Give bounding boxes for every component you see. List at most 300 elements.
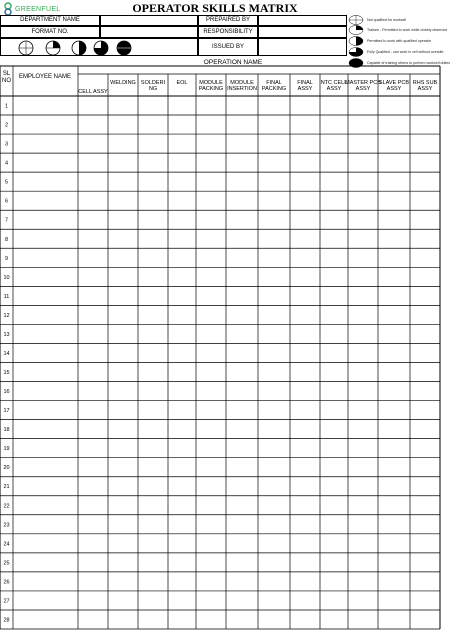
skill-level-cell[interactable] [227, 268, 258, 286]
skill-level-cell[interactable] [109, 249, 138, 267]
skill-level-cell[interactable] [411, 420, 440, 438]
skill-level-cell[interactable] [197, 591, 226, 609]
skill-level-cell[interactable] [349, 591, 378, 609]
employee-name-cell[interactable] [14, 382, 78, 400]
skill-level-cell[interactable] [379, 344, 410, 362]
skill-level-cell[interactable] [321, 97, 348, 115]
skill-level-cell[interactable] [79, 268, 108, 286]
skill-level-cell[interactable] [227, 192, 258, 210]
employee-name-cell[interactable] [14, 344, 78, 362]
skill-level-cell[interactable] [79, 363, 108, 381]
skill-level-cell[interactable] [379, 363, 410, 381]
skill-level-cell[interactable] [197, 572, 226, 590]
skill-level-cell[interactable] [139, 401, 168, 419]
skill-level-cell[interactable] [109, 515, 138, 533]
skill-level-cell[interactable] [109, 496, 138, 514]
skill-level-cell[interactable] [379, 439, 410, 457]
skill-level-cell[interactable] [259, 439, 290, 457]
skill-level-cell[interactable] [411, 211, 440, 229]
skill-level-cell[interactable] [227, 496, 258, 514]
skill-level-cell[interactable] [259, 591, 290, 609]
skill-level-cell[interactable] [109, 192, 138, 210]
skill-level-cell[interactable] [109, 477, 138, 495]
skill-level-cell[interactable] [411, 401, 440, 419]
employee-name-cell[interactable] [14, 401, 78, 419]
skill-level-cell[interactable] [379, 553, 410, 571]
skill-level-cell[interactable] [197, 192, 226, 210]
skill-level-cell[interactable] [321, 591, 348, 609]
skill-level-cell[interactable] [227, 439, 258, 457]
skill-level-cell[interactable] [197, 420, 226, 438]
skill-level-cell[interactable] [227, 401, 258, 419]
skill-level-cell[interactable] [379, 534, 410, 552]
skill-level-cell[interactable] [227, 154, 258, 172]
skill-level-cell[interactable] [291, 325, 320, 343]
skill-level-cell[interactable] [109, 268, 138, 286]
skill-level-cell[interactable] [169, 287, 196, 305]
skill-level-cell[interactable] [259, 306, 290, 324]
skill-level-cell[interactable] [259, 192, 290, 210]
skill-level-cell[interactable] [411, 382, 440, 400]
skill-level-cell[interactable] [79, 249, 108, 267]
skill-level-cell[interactable] [379, 249, 410, 267]
skill-level-cell[interactable] [169, 135, 196, 153]
skill-level-cell[interactable] [411, 97, 440, 115]
skill-level-cell[interactable] [197, 211, 226, 229]
skill-level-cell[interactable] [411, 192, 440, 210]
skill-level-cell[interactable] [379, 515, 410, 533]
skill-level-cell[interactable] [197, 382, 226, 400]
employee-name-cell[interactable] [14, 439, 78, 457]
skill-level-cell[interactable] [411, 344, 440, 362]
skill-level-cell[interactable] [349, 135, 378, 153]
skill-level-cell[interactable] [259, 553, 290, 571]
skill-level-cell[interactable] [259, 420, 290, 438]
skill-level-cell[interactable] [321, 230, 348, 248]
skill-level-cell[interactable] [411, 116, 440, 134]
skill-level-cell[interactable] [197, 173, 226, 191]
skill-level-cell[interactable] [169, 610, 196, 628]
skill-level-cell[interactable] [379, 230, 410, 248]
skill-level-cell[interactable] [349, 610, 378, 628]
skill-level-cell[interactable] [291, 553, 320, 571]
skill-level-cell[interactable] [139, 154, 168, 172]
skill-level-cell[interactable] [227, 458, 258, 476]
department-field[interactable] [100, 15, 198, 26]
skill-level-cell[interactable] [349, 249, 378, 267]
employee-name-cell[interactable] [14, 154, 78, 172]
skill-level-cell[interactable] [291, 610, 320, 628]
skill-level-cell[interactable] [291, 344, 320, 362]
skill-level-cell[interactable] [259, 401, 290, 419]
skill-level-cell[interactable] [349, 325, 378, 343]
skill-level-cell[interactable] [109, 344, 138, 362]
skill-level-cell[interactable] [291, 230, 320, 248]
employee-name-cell[interactable] [14, 610, 78, 628]
skill-level-cell[interactable] [197, 230, 226, 248]
skill-level-cell[interactable] [379, 173, 410, 191]
prepared-by-field[interactable] [258, 15, 347, 26]
skill-level-cell[interactable] [109, 610, 138, 628]
employee-name-cell[interactable] [14, 477, 78, 495]
skill-level-cell[interactable] [139, 420, 168, 438]
skill-level-cell[interactable] [321, 477, 348, 495]
skill-level-cell[interactable] [321, 344, 348, 362]
skill-level-cell[interactable] [291, 534, 320, 552]
employee-name-cell[interactable] [14, 591, 78, 609]
skill-level-cell[interactable] [349, 344, 378, 362]
skill-level-cell[interactable] [139, 230, 168, 248]
skill-level-cell[interactable] [321, 154, 348, 172]
employee-name-cell[interactable] [14, 97, 78, 115]
skill-level-cell[interactable] [349, 401, 378, 419]
skill-level-cell[interactable] [321, 116, 348, 134]
skill-level-cell[interactable] [321, 287, 348, 305]
skill-level-cell[interactable] [197, 116, 226, 134]
skill-level-cell[interactable] [291, 173, 320, 191]
skill-level-cell[interactable] [291, 572, 320, 590]
skill-level-cell[interactable] [379, 477, 410, 495]
skill-level-cell[interactable] [109, 325, 138, 343]
skill-level-cell[interactable] [79, 154, 108, 172]
skill-level-cell[interactable] [291, 116, 320, 134]
skill-level-cell[interactable] [139, 515, 168, 533]
skill-level-cell[interactable] [379, 268, 410, 286]
employee-name-cell[interactable] [14, 192, 78, 210]
skill-level-cell[interactable] [379, 97, 410, 115]
skill-level-cell[interactable] [169, 572, 196, 590]
skill-level-cell[interactable] [321, 268, 348, 286]
skill-level-cell[interactable] [227, 135, 258, 153]
skill-level-cell[interactable] [259, 610, 290, 628]
skill-level-cell[interactable] [379, 610, 410, 628]
skill-level-cell[interactable] [79, 572, 108, 590]
skill-level-cell[interactable] [321, 363, 348, 381]
skill-level-cell[interactable] [411, 591, 440, 609]
skill-level-cell[interactable] [349, 382, 378, 400]
skill-level-cell[interactable] [379, 211, 410, 229]
skill-level-cell[interactable] [379, 135, 410, 153]
skill-level-cell[interactable] [197, 610, 226, 628]
skill-level-cell[interactable] [411, 515, 440, 533]
skill-level-cell[interactable] [139, 211, 168, 229]
skill-level-cell[interactable] [79, 515, 108, 533]
skill-level-cell[interactable] [379, 401, 410, 419]
skill-level-cell[interactable] [411, 173, 440, 191]
skill-level-cell[interactable] [109, 553, 138, 571]
skill-level-cell[interactable] [259, 325, 290, 343]
skill-level-cell[interactable] [227, 534, 258, 552]
skill-level-cell[interactable] [411, 287, 440, 305]
skill-level-cell[interactable] [197, 97, 226, 115]
skill-level-cell[interactable] [321, 135, 348, 153]
skill-level-cell[interactable] [197, 287, 226, 305]
skill-level-cell[interactable] [79, 135, 108, 153]
skill-level-cell[interactable] [379, 306, 410, 324]
skill-level-cell[interactable] [411, 363, 440, 381]
employee-name-cell[interactable] [14, 534, 78, 552]
employee-name-cell[interactable] [14, 572, 78, 590]
skill-level-cell[interactable] [379, 325, 410, 343]
employee-name-cell[interactable] [14, 306, 78, 324]
skill-level-cell[interactable] [411, 249, 440, 267]
skill-level-cell[interactable] [139, 553, 168, 571]
skill-level-cell[interactable] [139, 382, 168, 400]
skill-level-cell[interactable] [349, 534, 378, 552]
employee-name-cell[interactable] [14, 249, 78, 267]
skill-level-cell[interactable] [411, 439, 440, 457]
skill-level-cell[interactable] [259, 268, 290, 286]
skill-level-cell[interactable] [109, 382, 138, 400]
responsibility-field[interactable] [258, 26, 347, 38]
skill-level-cell[interactable] [321, 306, 348, 324]
issued-by-field[interactable] [258, 38, 347, 56]
skill-level-cell[interactable] [411, 553, 440, 571]
skill-level-cell[interactable] [291, 382, 320, 400]
skill-level-cell[interactable] [259, 97, 290, 115]
skill-level-cell[interactable] [349, 268, 378, 286]
skill-level-cell[interactable] [109, 306, 138, 324]
skill-level-cell[interactable] [291, 97, 320, 115]
skill-level-cell[interactable] [79, 173, 108, 191]
skill-level-cell[interactable] [291, 306, 320, 324]
skill-level-cell[interactable] [197, 553, 226, 571]
skill-level-cell[interactable] [79, 116, 108, 134]
skill-level-cell[interactable] [291, 287, 320, 305]
skill-level-cell[interactable] [139, 477, 168, 495]
skill-level-cell[interactable] [227, 515, 258, 533]
employee-name-cell[interactable] [14, 553, 78, 571]
skill-level-cell[interactable] [349, 572, 378, 590]
skill-level-cell[interactable] [79, 211, 108, 229]
skill-level-cell[interactable] [411, 325, 440, 343]
skill-level-cell[interactable] [169, 534, 196, 552]
skill-level-cell[interactable] [349, 553, 378, 571]
skill-level-cell[interactable] [321, 325, 348, 343]
skill-level-cell[interactable] [227, 610, 258, 628]
skill-level-cell[interactable] [169, 116, 196, 134]
skill-level-cell[interactable] [259, 458, 290, 476]
skill-level-cell[interactable] [379, 154, 410, 172]
skill-level-cell[interactable] [109, 420, 138, 438]
employee-name-cell[interactable] [14, 363, 78, 381]
skill-level-cell[interactable] [259, 363, 290, 381]
skill-level-cell[interactable] [109, 458, 138, 476]
skill-level-cell[interactable] [79, 477, 108, 495]
employee-name-cell[interactable] [14, 116, 78, 134]
skill-level-cell[interactable] [169, 344, 196, 362]
skill-level-cell[interactable] [227, 97, 258, 115]
skill-level-cell[interactable] [197, 401, 226, 419]
skill-level-cell[interactable] [291, 268, 320, 286]
skill-level-cell[interactable] [109, 154, 138, 172]
skill-level-cell[interactable] [197, 268, 226, 286]
skill-level-cell[interactable] [79, 553, 108, 571]
skill-level-cell[interactable] [379, 496, 410, 514]
skill-level-cell[interactable] [227, 363, 258, 381]
skill-level-cell[interactable] [169, 363, 196, 381]
skill-level-cell[interactable] [259, 287, 290, 305]
skill-level-cell[interactable] [379, 420, 410, 438]
skill-level-cell[interactable] [349, 287, 378, 305]
skill-level-cell[interactable] [139, 610, 168, 628]
skill-level-cell[interactable] [291, 420, 320, 438]
skill-level-cell[interactable] [349, 173, 378, 191]
skill-level-cell[interactable] [349, 306, 378, 324]
skill-level-cell[interactable] [79, 230, 108, 248]
skill-level-cell[interactable] [227, 344, 258, 362]
skill-level-cell[interactable] [259, 249, 290, 267]
skill-level-cell[interactable] [109, 572, 138, 590]
skill-level-cell[interactable] [197, 306, 226, 324]
skill-level-cell[interactable] [169, 458, 196, 476]
skill-level-cell[interactable] [139, 591, 168, 609]
skill-level-cell[interactable] [321, 515, 348, 533]
skill-level-cell[interactable] [411, 477, 440, 495]
skill-level-cell[interactable] [79, 192, 108, 210]
skill-level-cell[interactable] [411, 458, 440, 476]
skill-level-cell[interactable] [227, 553, 258, 571]
skill-level-cell[interactable] [197, 344, 226, 362]
skill-level-cell[interactable] [197, 439, 226, 457]
skill-level-cell[interactable] [79, 97, 108, 115]
employee-name-cell[interactable] [14, 135, 78, 153]
skill-level-cell[interactable] [169, 553, 196, 571]
employee-name-cell[interactable] [14, 287, 78, 305]
skill-level-cell[interactable] [109, 135, 138, 153]
skill-level-cell[interactable] [349, 420, 378, 438]
skill-level-cell[interactable] [411, 572, 440, 590]
skill-level-cell[interactable] [79, 344, 108, 362]
skill-level-cell[interactable] [169, 249, 196, 267]
skill-level-cell[interactable] [169, 192, 196, 210]
skill-level-cell[interactable] [79, 591, 108, 609]
skill-level-cell[interactable] [291, 496, 320, 514]
skill-level-cell[interactable] [411, 268, 440, 286]
skill-level-cell[interactable] [259, 230, 290, 248]
skill-level-cell[interactable] [259, 477, 290, 495]
skill-level-cell[interactable] [109, 211, 138, 229]
skill-level-cell[interactable] [109, 97, 138, 115]
skill-level-cell[interactable] [379, 116, 410, 134]
skill-level-cell[interactable] [139, 439, 168, 457]
skill-level-cell[interactable] [79, 382, 108, 400]
skill-level-cell[interactable] [291, 135, 320, 153]
skill-level-cell[interactable] [349, 211, 378, 229]
skill-level-cell[interactable] [197, 515, 226, 533]
skill-level-cell[interactable] [321, 249, 348, 267]
skill-level-cell[interactable] [139, 135, 168, 153]
skill-level-cell[interactable] [197, 154, 226, 172]
skill-level-cell[interactable] [411, 496, 440, 514]
skill-level-cell[interactable] [321, 401, 348, 419]
skill-level-cell[interactable] [227, 211, 258, 229]
skill-level-cell[interactable] [139, 97, 168, 115]
skill-level-cell[interactable] [321, 534, 348, 552]
skill-level-cell[interactable] [109, 116, 138, 134]
skill-level-cell[interactable] [227, 420, 258, 438]
skill-level-cell[interactable] [291, 401, 320, 419]
skill-level-cell[interactable] [321, 610, 348, 628]
skill-level-cell[interactable] [197, 135, 226, 153]
skill-level-cell[interactable] [291, 192, 320, 210]
skill-level-cell[interactable] [349, 458, 378, 476]
skill-level-cell[interactable] [291, 363, 320, 381]
skill-level-cell[interactable] [227, 477, 258, 495]
skill-level-cell[interactable] [411, 154, 440, 172]
skill-level-cell[interactable] [227, 572, 258, 590]
skill-level-cell[interactable] [291, 458, 320, 476]
skill-level-cell[interactable] [291, 249, 320, 267]
skill-level-cell[interactable] [139, 268, 168, 286]
skill-level-cell[interactable] [411, 534, 440, 552]
skill-level-cell[interactable] [169, 230, 196, 248]
employee-name-cell[interactable] [14, 496, 78, 514]
skill-level-cell[interactable] [259, 154, 290, 172]
skill-level-cell[interactable] [169, 173, 196, 191]
skill-level-cell[interactable] [259, 515, 290, 533]
skill-level-cell[interactable] [349, 477, 378, 495]
skill-level-cell[interactable] [321, 439, 348, 457]
skill-level-cell[interactable] [109, 230, 138, 248]
skill-level-cell[interactable] [349, 363, 378, 381]
skill-level-cell[interactable] [411, 135, 440, 153]
skill-level-cell[interactable] [139, 249, 168, 267]
skill-level-cell[interactable] [227, 382, 258, 400]
skill-level-cell[interactable] [139, 572, 168, 590]
skill-level-cell[interactable] [139, 325, 168, 343]
skill-level-cell[interactable] [169, 591, 196, 609]
skill-level-cell[interactable] [291, 154, 320, 172]
employee-name-cell[interactable] [14, 211, 78, 229]
skill-level-cell[interactable] [169, 515, 196, 533]
skill-level-cell[interactable] [379, 458, 410, 476]
skill-level-cell[interactable] [197, 477, 226, 495]
skill-level-cell[interactable] [259, 135, 290, 153]
skill-level-cell[interactable] [109, 287, 138, 305]
skill-level-cell[interactable] [139, 306, 168, 324]
skill-level-cell[interactable] [79, 325, 108, 343]
skill-level-cell[interactable] [197, 496, 226, 514]
skill-level-cell[interactable] [291, 211, 320, 229]
skill-level-cell[interactable] [227, 230, 258, 248]
skill-level-cell[interactable] [291, 439, 320, 457]
employee-name-cell[interactable] [14, 173, 78, 191]
skill-level-cell[interactable] [379, 572, 410, 590]
skill-level-cell[interactable] [379, 192, 410, 210]
skill-level-cell[interactable] [259, 211, 290, 229]
skill-level-cell[interactable] [169, 268, 196, 286]
skill-level-cell[interactable] [79, 610, 108, 628]
skill-level-cell[interactable] [169, 496, 196, 514]
employee-name-cell[interactable] [14, 458, 78, 476]
skill-level-cell[interactable] [321, 553, 348, 571]
skill-level-cell[interactable] [169, 97, 196, 115]
skill-level-cell[interactable] [349, 116, 378, 134]
skill-level-cell[interactable] [321, 192, 348, 210]
skill-level-cell[interactable] [139, 192, 168, 210]
skill-level-cell[interactable] [139, 496, 168, 514]
skill-level-cell[interactable] [169, 477, 196, 495]
skill-level-cell[interactable] [79, 534, 108, 552]
skill-level-cell[interactable] [197, 325, 226, 343]
format-field[interactable] [100, 26, 198, 38]
skill-level-cell[interactable] [227, 249, 258, 267]
skill-level-cell[interactable] [139, 287, 168, 305]
skill-level-cell[interactable] [169, 439, 196, 457]
skill-level-cell[interactable] [321, 173, 348, 191]
skill-level-cell[interactable] [411, 230, 440, 248]
